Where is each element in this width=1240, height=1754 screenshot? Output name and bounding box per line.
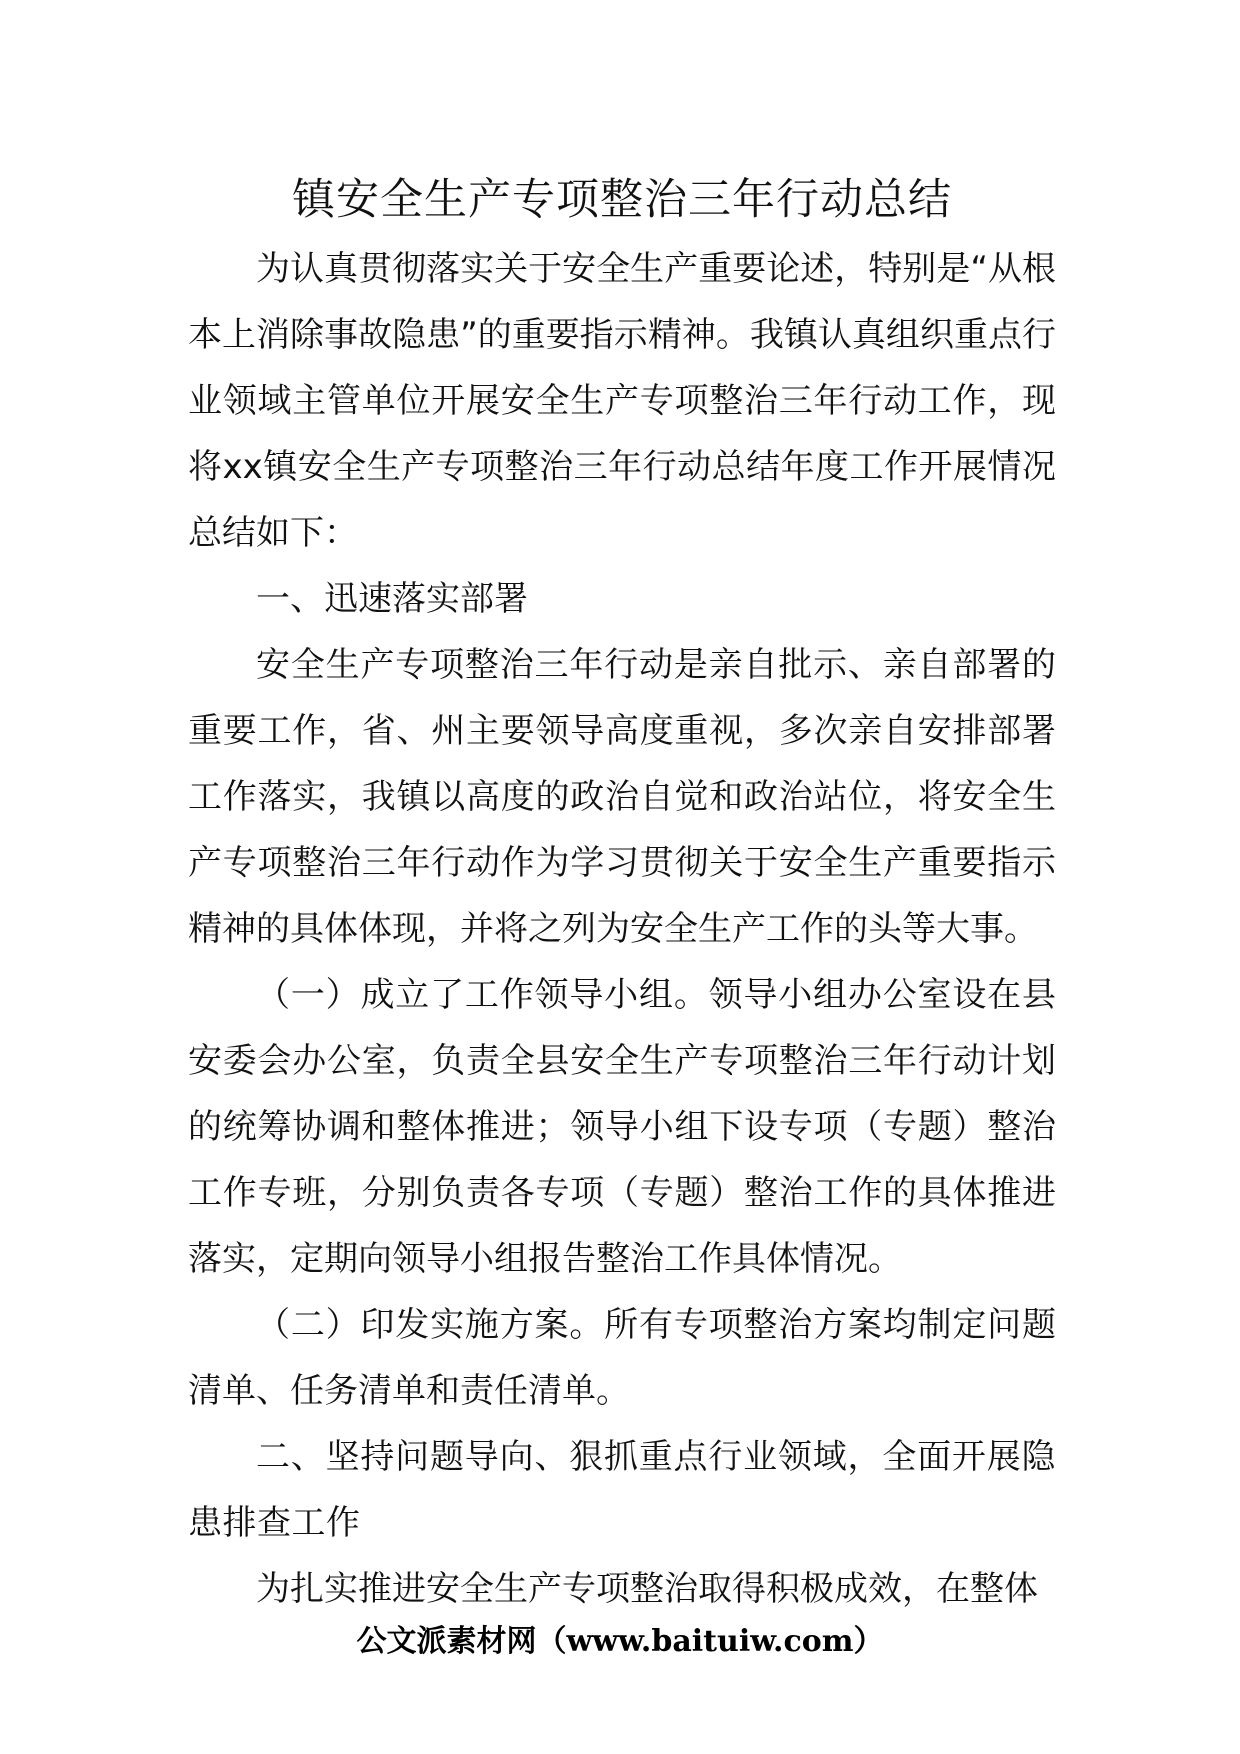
footer-watermark: 公文派素材网（www.baituiw.com） <box>356 1624 884 1659</box>
section-heading-2: 二、坚持问题导向、狠抓重点行业领域，全面开展隐患排查工作 <box>188 1437 1056 1543</box>
subsection-2-paragraph: （二）印发实施方案。所有专项整治方案均制定问题清单、任务清单和责任清单。 <box>188 1305 1056 1411</box>
intro-paragraph: 为认真贯彻落实关于安全生产重要论述，特别是“从根本上消除事故隐患”的重要指示精神。我镇认真组织重点行业领域主管单位开展安全生产专项整治三年行动工作，现将xx镇安全生产专项整治三年行动总结年度工作开展情况总结如下： <box>188 249 1056 553</box>
document-body <box>188 170 1056 1622</box>
section-2-paragraph: 为扎实推进安全生产专项整治取得积极成效，在整体 <box>256 1569 1038 1609</box>
section-heading-1: 一、迅速落实部署 <box>256 579 528 619</box>
subsection-1-paragraph: （一）成立了工作领导小组。领导小组办公室设在县安委会办公室，负责全县安全生产专项整治三年行动计划的统筹协调和整体推进；领导小组下设专项（专题）整治工作专班，分别负责各专项（专题）整治工作的具体推进落实，定期向领导小组报告整治工作具体情况。 <box>188 975 1056 1279</box>
section-1-paragraph: 安全生产专项整治三年行动是亲自批示、亲自部署的重要工作，省、州主要领导高度重视，多次亲自安排部署工作落实，我镇以高度的政治自觉和政治站位，将安全生产专项整治三年行动作为学习贯彻关于安全生产重要指示精神的具体体现，并将之列为安全生产工作的头等大事。 <box>188 645 1056 949</box>
document-title: 镇安全生产专项整治三年行动总结 <box>292 175 952 225</box>
